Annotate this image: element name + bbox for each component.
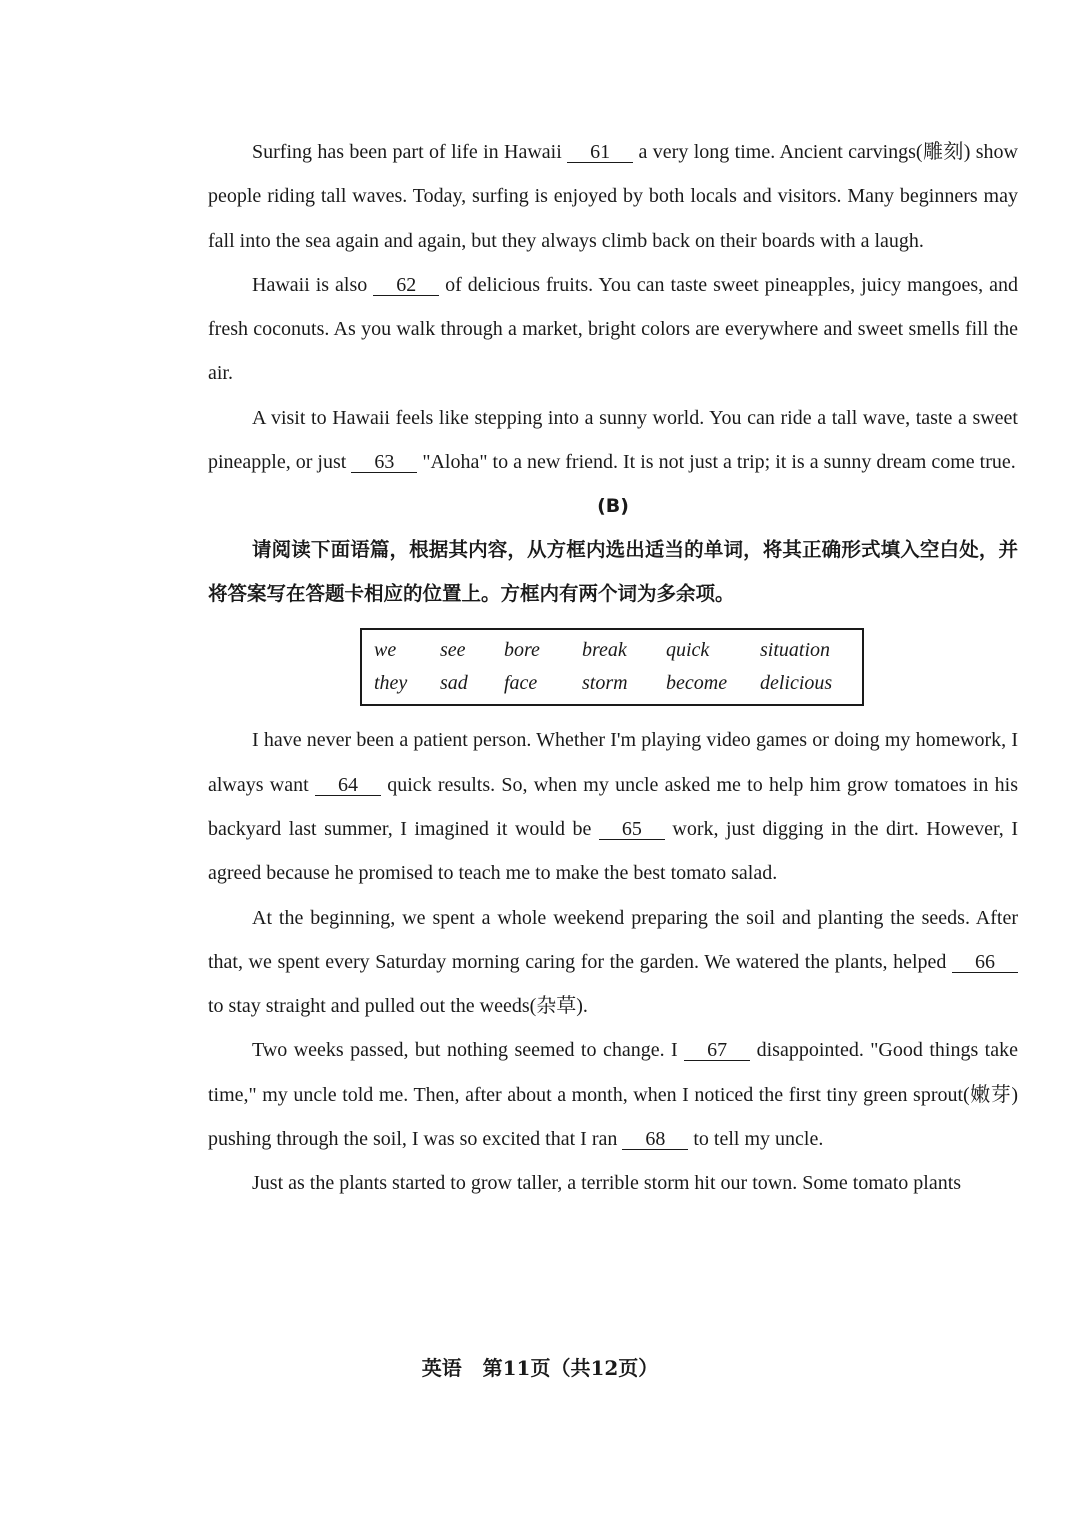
word-box-item: see (440, 639, 466, 662)
page-footer: 英语 第11页（共12页） (421, 1356, 659, 1380)
word-box-item: sad (440, 672, 468, 695)
blank-65: 65 (599, 819, 665, 840)
paragraph-61: Surfing has been part of life in Hawaii 61 a very long time. Ancient carvings(雕刻) show people riding tall waves. Today, surfing is enjoyed by both locals and visitors. Many beginners may fall into the sea again and again, but they always climb back on their boards with a laugh. (208, 141, 1018, 252)
word-box-item: situation (760, 639, 831, 662)
section-b-instruction: 请阅读下面语篇，根据其内容，从方框内选出适当的单词，将其正确形式填入空白处，并将答案写在答题卡相应的位置上。方框内有两个词为多余项。 (208, 538, 1018, 606)
word-box-item: bore (504, 639, 540, 662)
paragraph-63: A visit to Hawaii feels like stepping into a sunny world. You can ride a tall wave, taste a sweet pineapple, or just 63 "Aloha" to a new friend. It is not just a trip; it is a sunny dream come true. (208, 406, 1018, 474)
word-box-item: become (666, 672, 728, 695)
paragraph-64-65: I have never been a patient person. Whether I'm playing video games or doing my homework, I always want 64 quick results. So, when my uncle asked me to help him grow tomatoes in his backyard last summer, I imagined it would be 65 work, just digging in the dirt. However, I agreed because he promised to teach me to make the best tomato salad. (208, 729, 1018, 885)
section-b-label: (B) (597, 495, 629, 518)
word-box-item: delicious (760, 672, 833, 695)
word-box-item: they (374, 672, 408, 695)
word-box-item: break (582, 639, 627, 662)
paragraph-62: Hawaii is also 62 of delicious fruits. You can taste sweet pineapples, juicy mangoes, and fresh coconuts. As you walk through a market, bright colors are everywhere and sweet smells fill the air. (208, 273, 1018, 385)
blank-63: 63 (351, 452, 417, 473)
paragraph-storm: Just as the plants started to grow taller, a terrible storm hit our town. Some tomato plants (252, 1172, 962, 1195)
paragraph-66: At the beginning, we spent a whole weekend preparing the soil and planting the seeds. After that, we spent every Saturday morning caring for the garden. We watered the plants, helped 66 to stay straight and pulled out the weeds(杂草). (208, 906, 1018, 1018)
word-box-item: storm (582, 672, 628, 695)
blank-66: 66 (952, 952, 1018, 973)
word-box-item: face (504, 672, 538, 695)
word-box-item: quick (666, 639, 710, 662)
blank-61: 61 (567, 142, 633, 163)
word-box (360, 628, 864, 706)
document-page (208, 130, 1018, 1206)
blank-67: 67 (684, 1040, 750, 1061)
blank-68: 68 (622, 1129, 688, 1150)
paragraph-67-68: Two weeks passed, but nothing seemed to change. I 67 disappointed. "Good things take time," my uncle told me. Then, after about a month, when I noticed the first tiny green sprout(嫩芽) pushing through the soil, I was so excited that I ran 68 to tell my uncle. (208, 1039, 1018, 1151)
blank-64: 64 (315, 775, 381, 796)
word-box-item: we (374, 639, 397, 662)
blank-62: 62 (373, 275, 439, 296)
